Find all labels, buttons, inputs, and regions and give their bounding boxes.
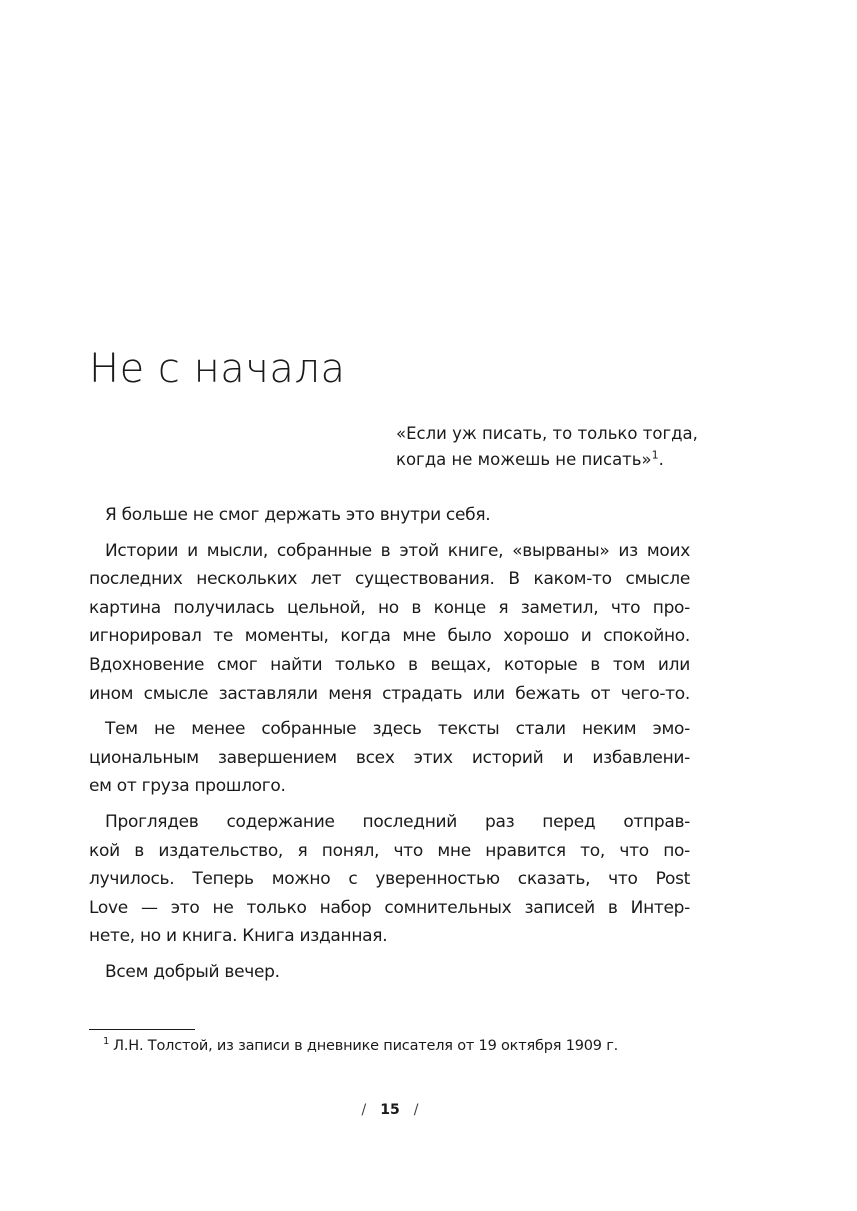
paragraph [89, 958, 690, 987]
text-line: ем от груза прошлого. [89, 776, 286, 797]
text-line: Истории и мысли, собранные в этой книге, «вырваны» из моих [105, 540, 690, 561]
text-line: Я больше не смог держать это внутри себя. [105, 505, 491, 525]
text-line: Love — это не только набор сомнительных записей в Интер- [89, 897, 690, 918]
text-line: нете, но и книга. Книга изданная. [89, 926, 388, 947]
text-line: кой в издательство, я понял, что мне нравится то, что по- [89, 840, 690, 861]
epigraph-line-text: когда не можешь не писать» [396, 450, 652, 469]
text-line: Тем не менее собранные здесь тексты стали неким эмо- [105, 719, 690, 740]
page-number-slash-left: / [361, 1102, 367, 1118]
chapter-title: Не с начала [89, 346, 346, 392]
text-line: Всем добрый вечер. [105, 961, 280, 982]
footnote-marker: 1 [103, 1036, 110, 1048]
footnote-divider [89, 1029, 195, 1030]
footnote [103, 1035, 618, 1057]
text-line: Проглядев содержание последний раз перед отправ- [105, 811, 690, 832]
page-number [0, 1099, 780, 1121]
epigraph-line: «Если уж писать, то только тогда, [396, 424, 698, 443]
body-text [89, 501, 690, 994]
epigraph-period: . [658, 450, 664, 469]
text-line: циональным завершением всех этих историй и избавлени- [89, 747, 690, 768]
footnote-reference[interactable]: 1 [651, 448, 659, 462]
epigraph-line [396, 447, 706, 473]
paragraph [89, 808, 690, 951]
text-line: последних нескольких лет существования. В каком-то смысле [89, 569, 690, 590]
page-number-slash-right: / [413, 1102, 419, 1118]
text-line: картина получилась цельной, но в конце я заметил, что про- [89, 597, 690, 618]
footnote-text: Л.Н. Толстой, из записи в дневнике писателя от 19 октября 1909 г. [113, 1038, 619, 1054]
page-number-value: 15 [380, 1102, 400, 1118]
paragraph [89, 537, 690, 709]
text-line: игнорировал те моменты, когда мне было хорошо и спокойно. [89, 626, 690, 647]
paragraph [89, 715, 690, 801]
paragraph [89, 501, 690, 530]
text-line: лучилось. Теперь можно с уверенностью сказать, что Post [89, 869, 690, 890]
text-line: ином смысле заставляли меня страдать или бежать от чего-то. [89, 683, 690, 704]
text-line: Вдохновение смог найти только в вещах, которые в том или [89, 654, 690, 675]
epigraph [396, 421, 706, 473]
